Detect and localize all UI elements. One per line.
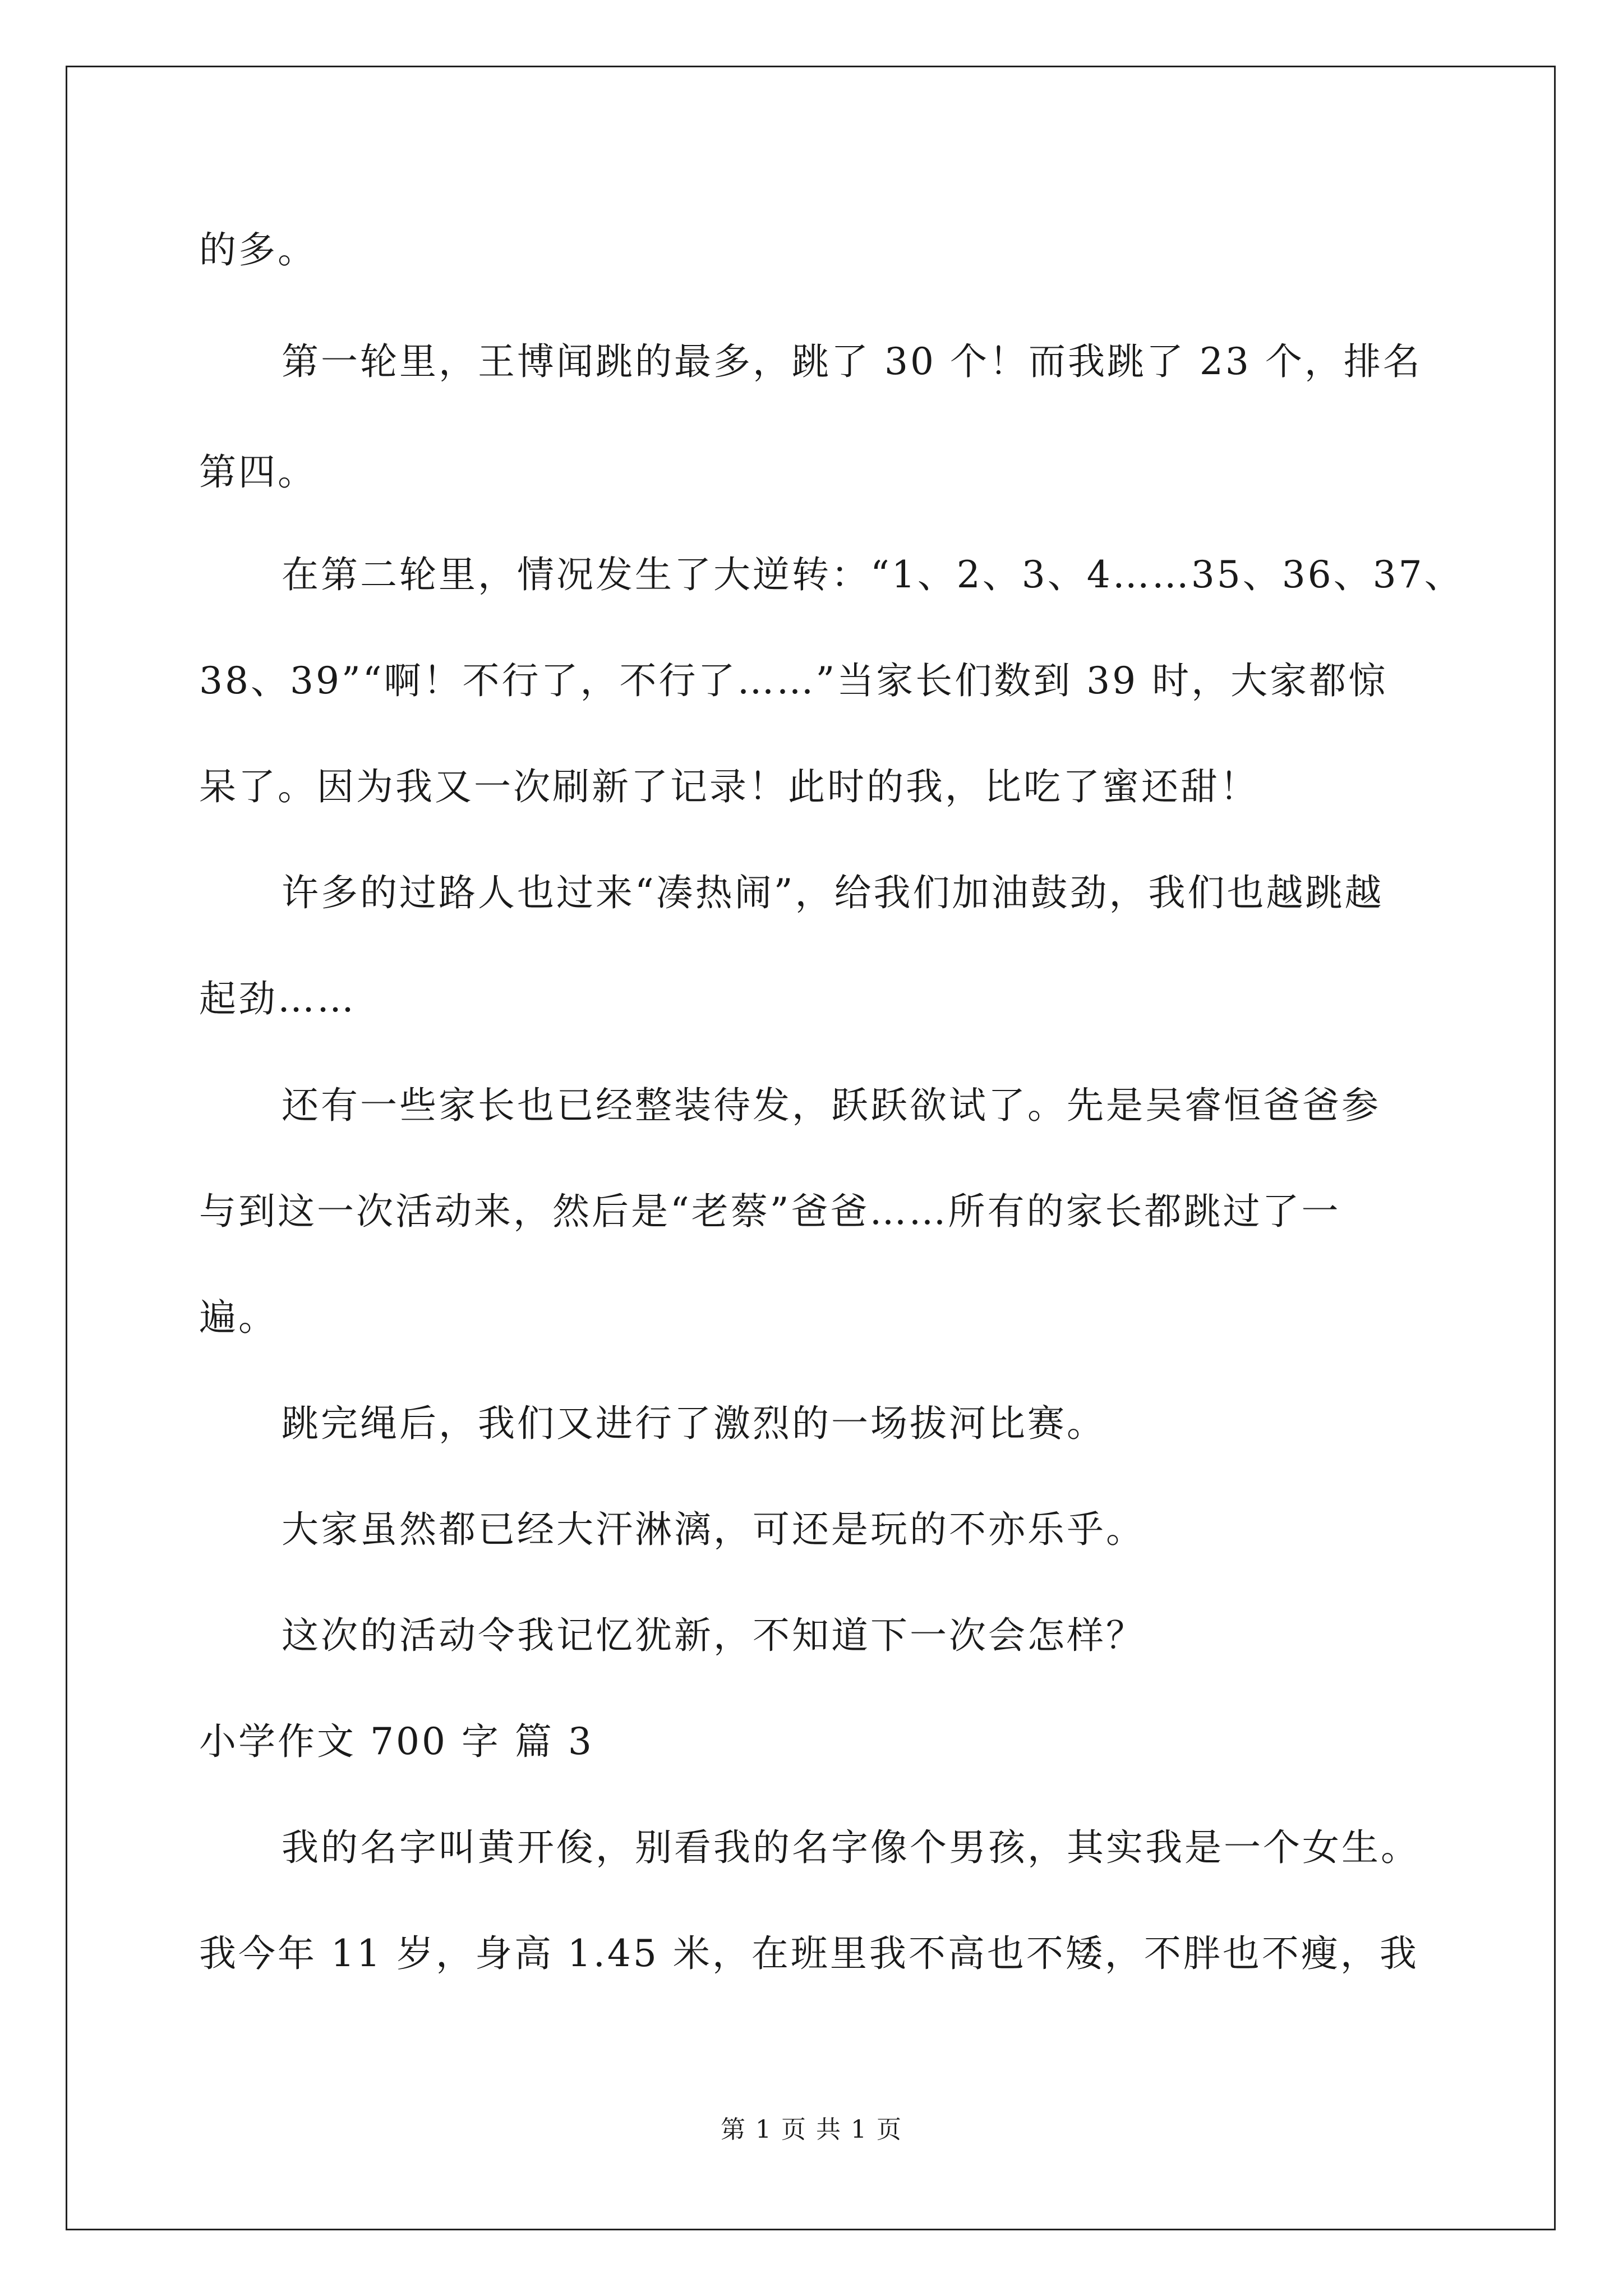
text-line: 我的名字叫黄开俊，别看我的名字像个男孩，其实我是一个女生。 (282, 1826, 1420, 1869)
text-line: 这次的活动令我记忆犹新，不知道下一次会怎样？ (282, 1614, 1145, 1657)
text-line: 呆了。因为我又一次刷新了记录！此时的我，比吃了蜜还甜！ (199, 765, 1259, 808)
text-line: 第四。 (199, 450, 317, 494)
text-line: 在第二轮里，情况发生了大逆转：“1、2、3、4……35、36、37、 (282, 553, 1464, 596)
text-line: 还有一些家长也已经整装待发，跃跃欲试了。先是吴睿恒爸爸参 (282, 1084, 1381, 1127)
text-line: 第一轮里，王博闻跳的最多，跳了 30 个！而我跳了 23 个，排名 (282, 340, 1422, 383)
section-heading: 小学作文 700 字 篇 3 (199, 1720, 594, 1763)
text-line: 许多的过路人也过来“凑热闹”，给我们加油鼓劲，我们也越跳越 (282, 871, 1384, 914)
text-line: 跳完绳后，我们又进行了激烈的一场拔河比赛。 (282, 1402, 1106, 1445)
text-line: 与到这一次活动来，然后是“老蔡”爸爸……所有的家长都跳过了一 (199, 1190, 1341, 1233)
text-line: 的多。 (199, 228, 317, 272)
text-line: 我今年 11 岁，身高 1.45 米，在班里我不高也不矮，不胖也不瘦，我 (199, 1932, 1419, 1975)
text-line: 起劲…… (199, 977, 356, 1020)
text-line: 大家虽然都已经大汗淋漓，可还是玩的不亦乐乎。 (282, 1508, 1145, 1551)
text-line: 38、39”“啊！不行了，不行了……”当家长们数到 39 时，大家都惊 (199, 659, 1388, 702)
page-number-footer: 第 1 页 共 1 页 (721, 2115, 902, 2144)
page-border (66, 66, 1556, 2230)
text-line: 遍。 (199, 1296, 278, 1339)
